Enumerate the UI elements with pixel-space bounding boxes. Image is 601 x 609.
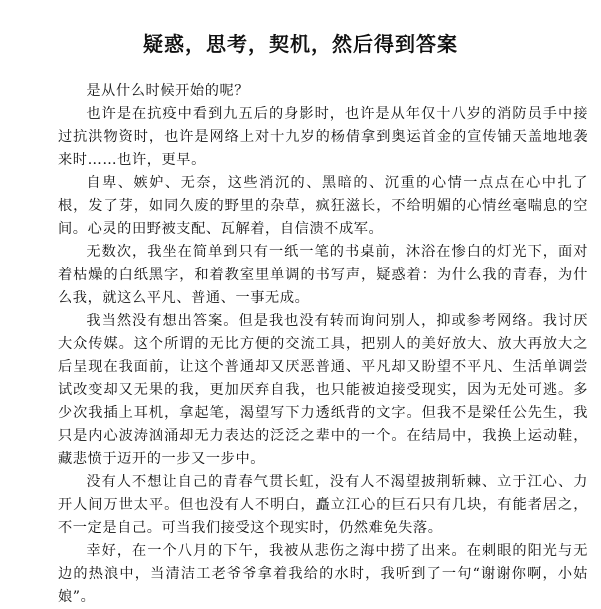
document-body bbox=[58, 80, 588, 609]
paragraph-4: 无数次，我坐在简单到只有一纸一笔的书桌前，沐浴在惨白的灯光下，面对着枯燥的白纸黑字，和着教室里单调的书写声，疑惑着：为什么我的青春，为什么我，就这么平凡、普通、一事无成。 bbox=[58, 244, 588, 306]
paragraph-2: 也许是在抗疫中看到九五后的身影时，也许是从年仅十八岁的消防员手中接过抗洪物资时，也许是网络上对十九岁的杨倩拿到奥运首金的宣传铺天盖地地袭来时……也许，更早。 bbox=[58, 106, 588, 168]
document-title: 疑惑，思考，契机，然后得到答案 bbox=[143, 32, 458, 56]
paragraph-3: 自卑、嫉妒、无奈，这些消沉的、黑暗的、沉重的心情一点点在心中扎了根，发了芽，如同久废的野里的杂草，疯狂滋长，不给明媚的心情丝毫喘息的空间。心灵的田野被支配、瓦解着，自信溃不成军。 bbox=[58, 175, 588, 237]
paragraph-5: 我当然没有想出答案。但是我也没有转而询问别人，抑或参考网络。我讨厌大众传媒。这个所谓的无比方便的交流工具，把别人的美好放大、放大再放大之后呈现在我面前，让这个普通却又厌恶普通、平凡却又盼望不平凡、生活单调尝试改变却又无果的我，更加厌弃自我，也只能被迫接受现实，因为无处可逃。多少次我插上耳机，拿起笔，渴望写下力透纸背的文字。但我不是梁任公先生，我只是内心波涛汹涌却无力表达的泛泛之辈中的一个。在结局中，我换上运动鞋，藏悲愤于迈开的一步又一步中。 bbox=[58, 313, 588, 467]
paragraph-7: 幸好，在一个八月的下午，我被从悲伤之海中捞了出来。在刺眼的阳光与无边的热浪中，当清洁工老爷爷拿着我给的水时，我听到了一句“谢谢你啊，小姑娘”。 bbox=[58, 543, 588, 605]
paragraph-1: 是从什么时候开始的呢？ bbox=[86, 83, 250, 99]
paragraph-6: 没有人不想让自己的青春气贯长虹，没有人不渴望披荆斩棘、立于江心、力开人间万世太平。但也没有人不明白，矗立江心的巨石只有几块，有能者居之，不一定是自己。可当我们接受这个现实时，仍然难免失落。 bbox=[58, 474, 588, 536]
